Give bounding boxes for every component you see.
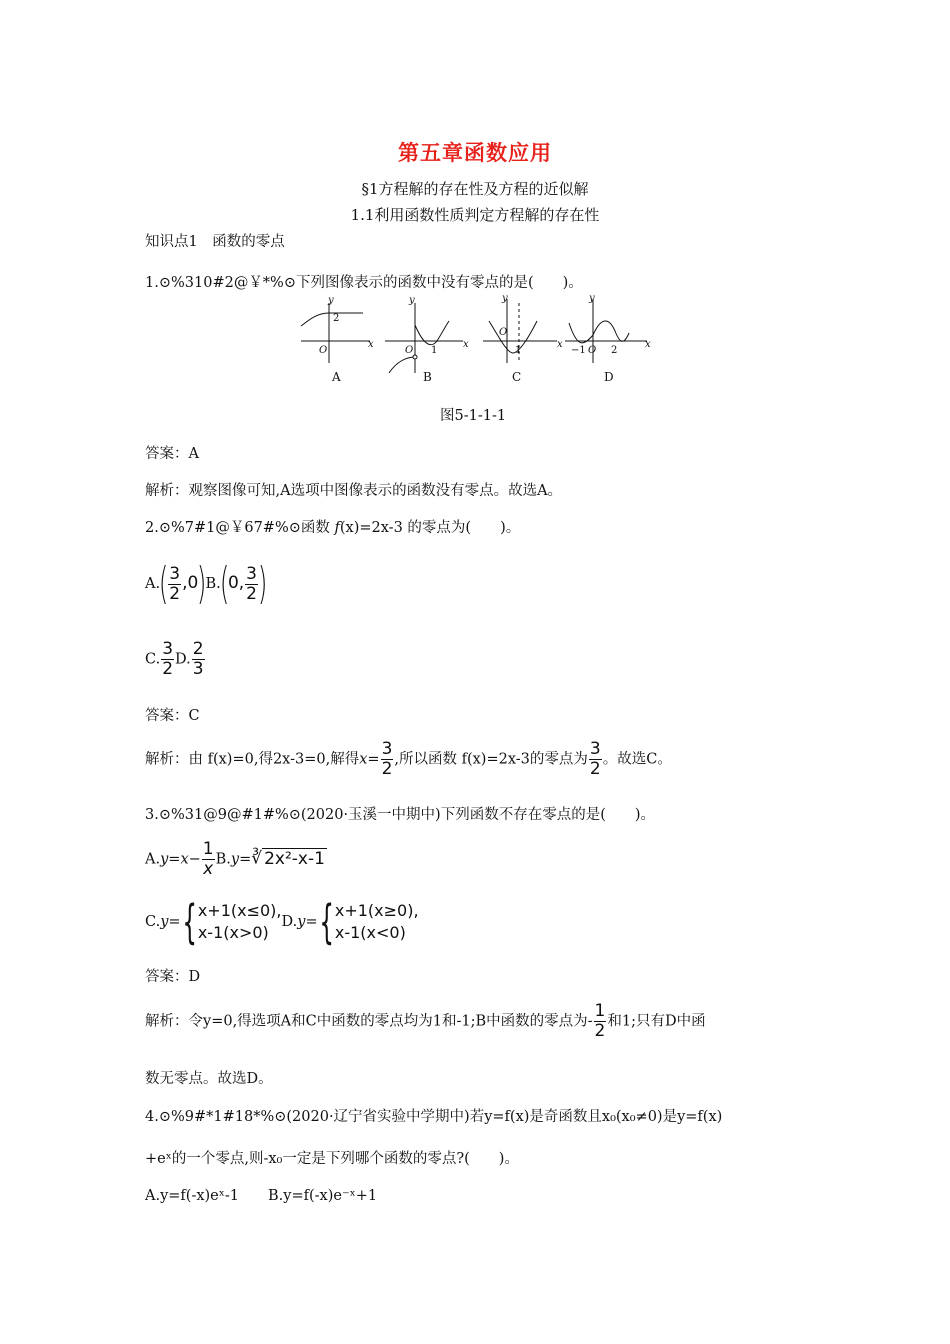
svg-text:−1: −1 <box>571 345 586 356</box>
svg-text:O: O <box>319 345 328 356</box>
graph-label-a: A <box>332 370 341 384</box>
q3-options-ab: A.y=x− $\frac{1}{x}$ B.y=∛ 2x²-x-1 <box>145 839 325 879</box>
svg-text:x: x <box>645 339 651 350</box>
svg-text:x: x <box>368 339 374 350</box>
q4-stem-line1: 4.⊙%9#*1#18*%⊙(2020·辽宁省实验中学期中)若y=f(x)是奇函数且x₀(x₀≠0)是y=f(x) <box>145 1109 723 1125</box>
svg-text:O: O <box>499 327 508 338</box>
q3-answer: 答案：D <box>145 969 201 985</box>
q1-analysis: 解析：观察图像可知,A选项中图像表示的函数没有零点。故选A。 <box>145 483 563 499</box>
knowledge-point: 知识点1 函数的零点 <box>145 234 285 250</box>
svg-text:O: O <box>588 345 597 356</box>
svg-text:y: y <box>502 295 508 304</box>
graph-label-b: B <box>423 370 432 384</box>
q2-options-cd: C. $\frac{3}{2}$ D. $\frac{2}{3}$ <box>145 639 204 679</box>
svg-text:x: x <box>557 339 563 350</box>
q1-stem: 1.⊙%310#2@￥*%⊙下列图像表示的函数中没有零点的是( )。 <box>145 275 583 291</box>
chapter-title: 第五章函数应用 <box>398 140 552 165</box>
q2-analysis: 解析：由 f(x)=0,得2x-3=0,解得x= $\frac{3}{2}$ ,所以函数 f(x)=2x-3的零点为 $\frac{3}{2}$ 。故选C。 <box>145 739 672 779</box>
figure-caption: 图5-1-1-1 <box>440 408 507 424</box>
svg-text:y: y <box>328 295 334 306</box>
svg-text:x: x <box>463 339 469 350</box>
svg-text:y: y <box>589 295 595 304</box>
graph-label-d: D <box>604 370 614 384</box>
q3-analysis-line2: 数无零点。故选D。 <box>145 1071 273 1087</box>
q2-stem: 2.⊙%7#1@￥67#%⊙函数 f(x)=2x-3 的零点为( )。 <box>145 520 521 536</box>
svg-text:y: y <box>409 295 415 306</box>
q2-options-ab: A.( $\frac{3}{2}$ ,0)B.(0, $\frac{3}{2}$ ) <box>145 558 268 609</box>
q3-stem: 3.⊙%31@9@#1#%⊙(2020·玉溪一中期中)下列函数不存在零点的是( )。 <box>145 807 656 823</box>
q4-options: A.y=f(-x)eˣ-1 B.y=f(-x)e⁻ˣ+1 <box>145 1188 378 1204</box>
subsection-heading: 1.1利用函数性质判定方程解的存在性 <box>350 206 600 224</box>
graph-label-c: C <box>512 370 522 384</box>
q3-analysis-line1: 解析：令y=0,得选项A和C中函数的零点均为1和-1;B中函数的零点为- $\frac{1}{2}$ 和1;只有D中函 <box>145 1001 706 1041</box>
q1-answer: 答案：A <box>145 446 199 462</box>
q1-graphs <box>295 295 655 390</box>
svg-text:O: O <box>405 345 414 356</box>
q2-answer: 答案：C <box>145 708 200 724</box>
svg-text:2: 2 <box>611 345 618 356</box>
q4-stem-line2: +eˣ的一个零点,则-x₀一定是下列哪个函数的零点?( )。 <box>145 1151 519 1167</box>
svg-text:2: 2 <box>333 313 340 324</box>
q3-options-cd: C.y={x+1(x≤0), x-1(x>0)D.y={x+1(x≥0), x-1(x<0) <box>145 895 419 949</box>
svg-text:1: 1 <box>515 345 522 356</box>
section-heading: §1方程解的存在性及方程的近似解 <box>361 180 589 198</box>
svg-text:1: 1 <box>431 345 438 356</box>
